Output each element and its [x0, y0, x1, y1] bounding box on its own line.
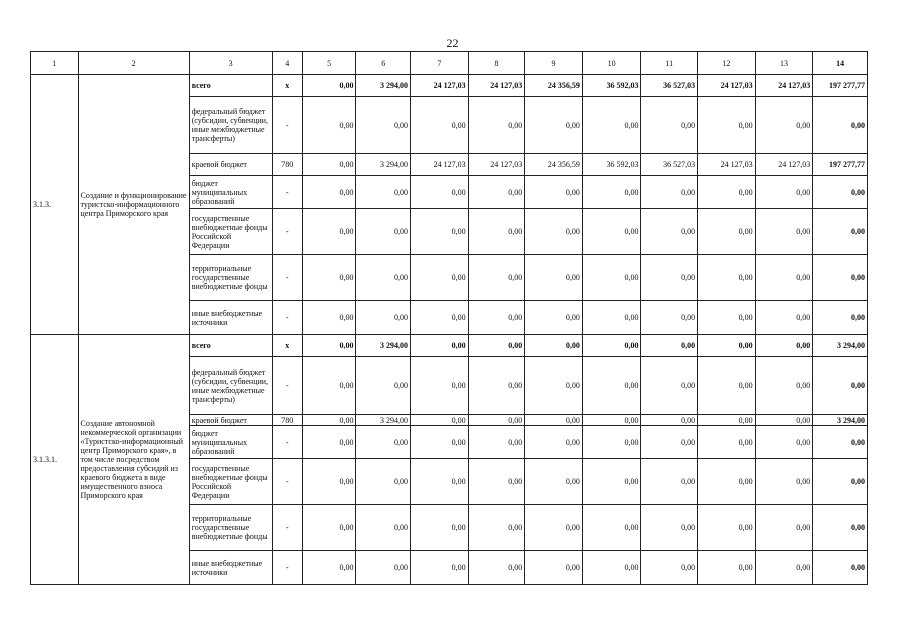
- value-cell: 0,00: [356, 459, 411, 505]
- value-cell: 0,00: [641, 176, 698, 209]
- value-cell: 0,00: [302, 459, 356, 505]
- value-cell: 0,00: [582, 335, 641, 357]
- value-cell: 0,00: [641, 415, 698, 426]
- value-cell: 0,00: [641, 255, 698, 301]
- value-cell: 0,00: [641, 301, 698, 335]
- funding-source: бюджет муниципальных образований: [189, 426, 272, 459]
- value-cell: 0,00: [698, 335, 756, 357]
- value-cell: 0,00: [755, 97, 813, 154]
- value-cell: 3 294,00: [356, 75, 411, 97]
- value-cell: 0,00: [468, 301, 525, 335]
- value-cell: 0,00: [411, 505, 469, 551]
- value-cell: 0,00: [302, 357, 356, 415]
- value-cell: 0,00: [302, 551, 356, 585]
- grbs-code: -: [272, 505, 302, 551]
- funding-source: государственные внебюджетные фонды Российской Федерации: [189, 209, 272, 255]
- funding-source: территориальные государственные внебюджетные фонды: [189, 255, 272, 301]
- value-cell: 0,00: [525, 255, 583, 301]
- value-cell: 0,00: [641, 335, 698, 357]
- value-cell: 0,00: [641, 97, 698, 154]
- header-cell: 13: [755, 52, 813, 75]
- funding-source: краевой бюджет: [189, 154, 272, 176]
- value-cell: 0,00: [525, 176, 583, 209]
- grbs-code: 780: [272, 154, 302, 176]
- total-cell: 0,00: [813, 97, 868, 154]
- grbs-code: -: [272, 97, 302, 154]
- total-cell: 0,00: [813, 255, 868, 301]
- grbs-code: -: [272, 357, 302, 415]
- value-cell: 0,00: [755, 551, 813, 585]
- value-cell: 0,00: [411, 209, 469, 255]
- value-cell: 0,00: [582, 357, 641, 415]
- value-cell: 0,00: [698, 176, 756, 209]
- funding-source: краевой бюджет: [189, 415, 272, 426]
- item-code: 3.1.3.: [31, 75, 79, 335]
- value-cell: 0,00: [468, 459, 525, 505]
- value-cell: 0,00: [525, 301, 583, 335]
- grbs-code: x: [272, 335, 302, 357]
- value-cell: 0,00: [411, 176, 469, 209]
- value-cell: 0,00: [302, 415, 356, 426]
- value-cell: 0,00: [302, 209, 356, 255]
- item-code: 3.1.3.1.: [31, 335, 79, 585]
- value-cell: 0,00: [755, 415, 813, 426]
- value-cell: 0,00: [582, 426, 641, 459]
- value-cell: 0,00: [356, 209, 411, 255]
- value-cell: 0,00: [411, 551, 469, 585]
- header-cell: 9: [525, 52, 583, 75]
- value-cell: 0,00: [641, 459, 698, 505]
- value-cell: 0,00: [698, 415, 756, 426]
- total-cell: 0,00: [813, 301, 868, 335]
- grbs-code: -: [272, 551, 302, 585]
- header-cell: 5: [302, 52, 356, 75]
- header-cell: 7: [411, 52, 469, 75]
- value-cell: 0,00: [356, 505, 411, 551]
- value-cell: 0,00: [525, 505, 583, 551]
- value-cell: 0,00: [411, 459, 469, 505]
- value-cell: 0,00: [468, 551, 525, 585]
- value-cell: 0,00: [582, 459, 641, 505]
- value-cell: 0,00: [468, 209, 525, 255]
- header-cell: 6: [356, 52, 411, 75]
- value-cell: 24 127,03: [755, 75, 813, 97]
- value-cell: 0,00: [698, 255, 756, 301]
- value-cell: 0,00: [755, 459, 813, 505]
- header-cell: 3: [189, 52, 272, 75]
- value-cell: 0,00: [411, 335, 469, 357]
- value-cell: 0,00: [582, 176, 641, 209]
- value-cell: 24 127,03: [698, 75, 756, 97]
- value-cell: 0,00: [755, 335, 813, 357]
- value-cell: 0,00: [755, 255, 813, 301]
- value-cell: 0,00: [468, 415, 525, 426]
- funding-source: бюджет муниципальных образований: [189, 176, 272, 209]
- budget-table: [30, 51, 868, 585]
- value-cell: 0,00: [755, 357, 813, 415]
- value-cell: 0,00: [411, 415, 469, 426]
- value-cell: 0,00: [356, 97, 411, 154]
- value-cell: 0,00: [468, 255, 525, 301]
- value-cell: 0,00: [468, 97, 525, 154]
- value-cell: 0,00: [755, 301, 813, 335]
- value-cell: 0,00: [411, 357, 469, 415]
- value-cell: 0,00: [525, 415, 583, 426]
- value-cell: 0,00: [641, 209, 698, 255]
- value-cell: 0,00: [302, 176, 356, 209]
- value-cell: 0,00: [641, 426, 698, 459]
- value-cell: 0,00: [582, 301, 641, 335]
- funding-source: территориальные государственные внебюджетные фонды: [189, 505, 272, 551]
- header-row: [31, 52, 868, 75]
- value-cell: 0,00: [582, 97, 641, 154]
- value-cell: 0,00: [468, 176, 525, 209]
- grbs-code: -: [272, 426, 302, 459]
- total-cell: 0,00: [813, 357, 868, 415]
- table-row: [31, 335, 868, 357]
- value-cell: 0,00: [525, 426, 583, 459]
- grbs-code: x: [272, 75, 302, 97]
- value-cell: 0,00: [302, 505, 356, 551]
- value-cell: 36 592,03: [582, 154, 641, 176]
- value-cell: 0,00: [411, 97, 469, 154]
- value-cell: 0,00: [411, 301, 469, 335]
- header-cell: 11: [641, 52, 698, 75]
- value-cell: 0,00: [525, 209, 583, 255]
- item-title: Создание автономной некоммерческой организации «Туристско-информационный центр Приморского края», в том числе посредством предоставления субсидий из краевого бюджета в виде имущественного взноса Приморского края: [78, 335, 189, 585]
- value-cell: 24 127,03: [468, 75, 525, 97]
- value-cell: 3 294,00: [356, 335, 411, 357]
- value-cell: 0,00: [302, 255, 356, 301]
- total-cell: 197 277,77: [813, 154, 868, 176]
- value-cell: 0,00: [698, 97, 756, 154]
- grbs-code: 780: [272, 415, 302, 426]
- header-cell: 10: [582, 52, 641, 75]
- value-cell: 0,00: [582, 209, 641, 255]
- value-cell: 0,00: [302, 426, 356, 459]
- total-cell: 0,00: [813, 209, 868, 255]
- value-cell: 0,00: [356, 426, 411, 459]
- value-cell: 0,00: [356, 176, 411, 209]
- value-cell: 0,00: [755, 505, 813, 551]
- value-cell: 0,00: [582, 551, 641, 585]
- value-cell: 0,00: [698, 505, 756, 551]
- value-cell: 0,00: [755, 426, 813, 459]
- value-cell: 0,00: [698, 301, 756, 335]
- value-cell: 0,00: [698, 209, 756, 255]
- value-cell: 24 356,59: [525, 154, 583, 176]
- total-cell: 0,00: [813, 426, 868, 459]
- table-body: [31, 52, 868, 585]
- funding-source: иные внебюджетные источники: [189, 551, 272, 585]
- value-cell: 0,00: [302, 301, 356, 335]
- value-cell: 36 527,03: [641, 75, 698, 97]
- funding-source: федеральный бюджет (субсидии, субвенции, иные межбюджетные трансферты): [189, 97, 272, 154]
- value-cell: 0,00: [302, 154, 356, 176]
- value-cell: 0,00: [525, 97, 583, 154]
- value-cell: 0,00: [525, 335, 583, 357]
- value-cell: 24 127,03: [468, 154, 525, 176]
- total-cell: 0,00: [813, 459, 868, 505]
- value-cell: 0,00: [468, 426, 525, 459]
- value-cell: 24 356,59: [525, 75, 583, 97]
- value-cell: 24 127,03: [755, 154, 813, 176]
- total-cell: 3 294,00: [813, 335, 868, 357]
- value-cell: 0,00: [525, 459, 583, 505]
- value-cell: 0,00: [356, 357, 411, 415]
- value-cell: 24 127,03: [411, 75, 469, 97]
- value-cell: 0,00: [468, 357, 525, 415]
- header-cell: 2: [78, 52, 189, 75]
- grbs-code: -: [272, 176, 302, 209]
- header-cell: 8: [468, 52, 525, 75]
- value-cell: 0,00: [356, 551, 411, 585]
- funding-source: иные внебюджетные источники: [189, 301, 272, 335]
- value-cell: 0,00: [698, 357, 756, 415]
- value-cell: 3 294,00: [356, 154, 411, 176]
- value-cell: 24 127,03: [698, 154, 756, 176]
- value-cell: 36 527,03: [641, 154, 698, 176]
- value-cell: 0,00: [302, 97, 356, 154]
- grbs-code: -: [272, 209, 302, 255]
- value-cell: 0,00: [755, 176, 813, 209]
- grbs-code: -: [272, 301, 302, 335]
- value-cell: 24 127,03: [411, 154, 469, 176]
- value-cell: 0,00: [411, 426, 469, 459]
- value-cell: 0,00: [525, 551, 583, 585]
- total-cell: 0,00: [813, 505, 868, 551]
- value-cell: 0,00: [698, 426, 756, 459]
- header-cell: 14: [813, 52, 868, 75]
- value-cell: 0,00: [302, 335, 356, 357]
- value-cell: 0,00: [356, 255, 411, 301]
- value-cell: 0,00: [356, 301, 411, 335]
- funding-source: федеральный бюджет (субсидии, субвенции, иные межбюджетные трансферты): [189, 357, 272, 415]
- header-cell: 1: [31, 52, 79, 75]
- value-cell: 0,00: [582, 415, 641, 426]
- value-cell: 3 294,00: [356, 415, 411, 426]
- value-cell: 0,00: [525, 357, 583, 415]
- value-cell: 0,00: [641, 357, 698, 415]
- value-cell: 0,00: [582, 505, 641, 551]
- grbs-code: -: [272, 459, 302, 505]
- funding-source: всего: [189, 75, 272, 97]
- grbs-code: -: [272, 255, 302, 301]
- total-cell: 0,00: [813, 176, 868, 209]
- value-cell: 0,00: [411, 255, 469, 301]
- funding-source: государственные внебюджетные фонды Российской Федерации: [189, 459, 272, 505]
- funding-source: всего: [189, 335, 272, 357]
- value-cell: 0,00: [698, 551, 756, 585]
- total-cell: 0,00: [813, 551, 868, 585]
- header-cell: 4: [272, 52, 302, 75]
- total-cell: 197 277,77: [813, 75, 868, 97]
- value-cell: 0,00: [641, 505, 698, 551]
- value-cell: 0,00: [641, 551, 698, 585]
- value-cell: 0,00: [582, 255, 641, 301]
- value-cell: 0,00: [302, 75, 356, 97]
- page-number: 22: [446, 36, 459, 50]
- value-cell: 0,00: [755, 209, 813, 255]
- value-cell: 0,00: [468, 505, 525, 551]
- total-cell: 3 294,00: [813, 415, 868, 426]
- table-row: [31, 75, 868, 97]
- value-cell: 0,00: [698, 459, 756, 505]
- value-cell: 0,00: [468, 335, 525, 357]
- header-cell: 12: [698, 52, 756, 75]
- item-title: Создание и функционирование туристско-информационного центра Приморского края: [78, 75, 189, 335]
- value-cell: 36 592,03: [582, 75, 641, 97]
